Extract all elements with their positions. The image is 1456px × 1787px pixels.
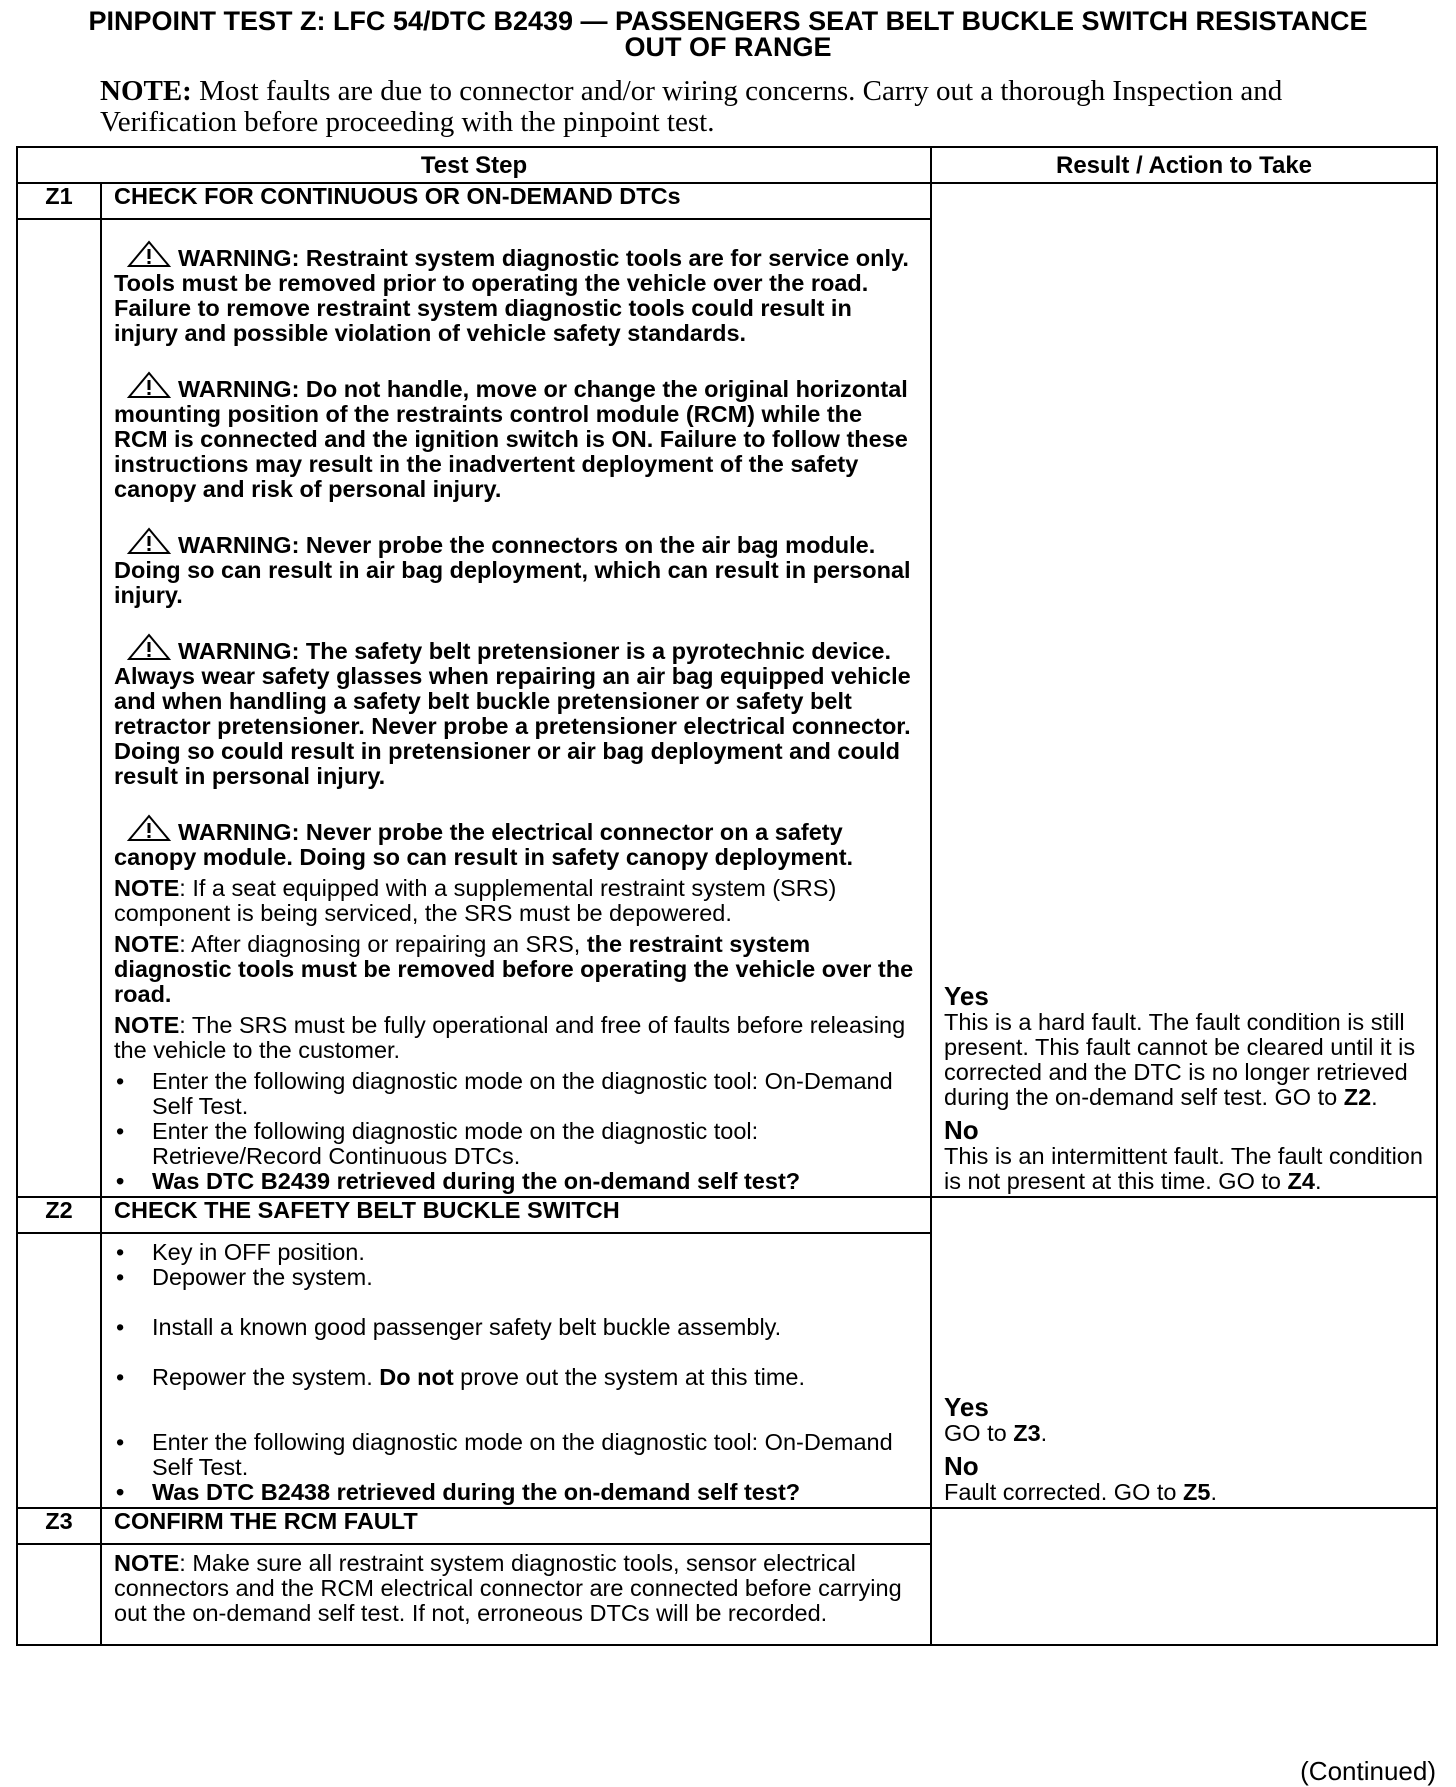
z2-bullet4-a: Repower the system. xyxy=(152,1364,380,1390)
z1-note-2-label: NOTE xyxy=(114,931,180,957)
warning-triangle-icon xyxy=(126,240,172,268)
table-header-row xyxy=(17,147,1437,183)
intro-note xyxy=(100,76,1400,138)
z2-no-goto: Z5 xyxy=(1183,1479,1211,1505)
list-item: • Key in OFF position. xyxy=(114,1240,918,1265)
z3-note xyxy=(114,1551,918,1626)
z3-note-label: NOTE xyxy=(114,1550,180,1576)
list-item: • Depower the system. xyxy=(114,1265,918,1290)
step-z3-body-spacer xyxy=(17,1544,101,1645)
z1-yes-text-body: This is a hard fault. The fault condition is still present. This fault cannot be cleared until it is corrected and the DTC is no longer retrieved during the on-demand self test. GO to xyxy=(944,1009,1416,1110)
list-item: • Install a known good passenger safety belt buckle assembly. xyxy=(114,1315,918,1340)
intro-note-text: Most faults are due to connector and/or wiring concerns. Carry out a thorough Inspection and Verification before proceeding with the pinpoint test. xyxy=(100,75,1283,138)
list-item xyxy=(114,1365,918,1390)
header-test-step: Test Step xyxy=(17,147,931,183)
z1-note-2 xyxy=(114,932,918,1007)
step-z2-body xyxy=(101,1233,931,1508)
z1-yes-goto: Z2 xyxy=(1343,1084,1372,1110)
z1-yes-text: This is a hard fault. The fault condition is still present. This fault cannot be cleared until it is corrected and the DTC is no longer retrieved during the on-demand self test. GO to Z2. xyxy=(944,1009,1416,1110)
warning-triangle-icon xyxy=(126,814,172,842)
step-z3-body xyxy=(101,1544,931,1645)
step-z3-id: Z3 xyxy=(17,1508,101,1544)
step-z1-body xyxy=(101,219,931,1197)
z1-note-3 xyxy=(114,1013,918,1063)
z1-warning-1-text: WARNING: Restraint system diagnostic tools are for service only. Tools must be removed prior to operating the vehicle over the road. Failure to remove restraint system diagnostic tools could result in injury and possible violation of vehicle safety standards. xyxy=(114,245,909,346)
list-item: • Enter the following diagnostic mode on the diagnostic tool: Retrieve/Record Continuous DTCs. xyxy=(114,1119,918,1169)
step-z1-title-row xyxy=(17,183,1437,219)
z1-warning-2 xyxy=(114,371,918,502)
pinpoint-test-table xyxy=(16,146,1438,1646)
z1-warning-5-text: WARNING: Never probe the electrical connector on a safety canopy module. Doing so can result in safety canopy deployment. xyxy=(114,819,854,870)
z1-no-goto: Z4 xyxy=(1287,1168,1315,1194)
z2-bullet-list-4 xyxy=(114,1430,918,1505)
step-z2-id: Z2 xyxy=(17,1197,101,1233)
z3-note-text: : Make sure all restraint system diagnostic tools, sensor electrical connectors and the RCM electrical connector are connected before carrying out the on-demand self test. If not, erroneous DTCs will be recorded. xyxy=(114,1550,902,1626)
z1-note-1-text: : If a seat equipped with a supplemental restraint system (SRS) component is being serviced, the SRS must be depowered. xyxy=(114,875,837,926)
z2-yes-text-body: GO to xyxy=(944,1420,1014,1446)
step-z3-result xyxy=(931,1508,1437,1645)
z2-bullet-list-2 xyxy=(114,1315,918,1340)
z1-note-1-label: NOTE xyxy=(114,875,180,901)
z2-bullet4-b: Do not xyxy=(379,1364,454,1390)
warning-triangle-icon xyxy=(126,527,172,555)
z1-question: • Was DTC B2439 retrieved during the on-demand self test? xyxy=(114,1169,918,1194)
step-z1-id: Z1 xyxy=(17,183,101,219)
step-z2-result xyxy=(931,1197,1437,1508)
z1-yes-label: Yes xyxy=(944,981,989,1011)
z2-question: • Was DTC B2438 retrieved during the on-demand self test? xyxy=(114,1480,918,1505)
z1-warning-4 xyxy=(114,633,918,789)
z2-yes-goto: Z3 xyxy=(1013,1420,1041,1446)
page-title-line1: PINPOINT TEST Z: LFC 54/DTC B2439 — PASSENGERS SEAT BELT BUCKLE SWITCH RESISTANCE xyxy=(88,6,1368,36)
step-z2-title-row xyxy=(17,1197,1437,1233)
step-z2-body-spacer xyxy=(17,1233,101,1508)
header-result-action: Result / Action to Take xyxy=(931,147,1437,183)
step-z3-title-row xyxy=(17,1508,1437,1544)
z1-warning-4-text: WARNING: The safety belt pretensioner is a pyrotechnic device. Always wear safety glasses when repairing an air bag equipped vehicle and when handling a safety belt buckle pretensioner or safety belt retractor pretensioner. Never probe a pretensioner electrical connector. Doing so could result in pretensioner or air bag deployment and could result in personal injury. xyxy=(114,638,911,789)
step-z1-title: CHECK FOR CONTINUOUS OR ON-DEMAND DTCs xyxy=(101,183,931,219)
z2-bullet-list-3 xyxy=(114,1365,918,1390)
z1-no-text: This is an intermittent fault. The fault condition is not present at this time. GO to Z4. xyxy=(944,1143,1423,1194)
warning-triangle-icon xyxy=(126,371,172,399)
list-item: • Enter the following diagnostic mode on the diagnostic tool: On-Demand Self Test. xyxy=(114,1430,918,1480)
z2-no-text-body: Fault corrected. GO to xyxy=(944,1479,1184,1505)
page-title-line2: OUT OF RANGE xyxy=(624,32,832,62)
intro-note-label: NOTE: xyxy=(100,75,192,107)
z1-no-label: No xyxy=(944,1115,979,1145)
z2-bullet4-c: prove out the system at this time. xyxy=(453,1364,805,1390)
z2-yes-label: Yes xyxy=(944,1392,989,1422)
z1-warning-1 xyxy=(114,240,918,346)
z2-bullet-list xyxy=(114,1240,918,1290)
z1-note-2-bold: the restraint system diagnostic tools must be removed before operating the vehicle over the road. xyxy=(114,931,914,1007)
z2-yes-text: GO to Z3. xyxy=(944,1420,1048,1446)
z1-warning-3-text: WARNING: Never probe the connectors on the air bag module. Doing so can result in air bag deployment, which can result in personal injury. xyxy=(114,532,911,608)
z1-no-text-body: This is an intermittent fault. The fault condition is not present at this time. GO to xyxy=(944,1143,1423,1194)
continued-label: (Continued) xyxy=(1300,1756,1436,1786)
step-z1-result xyxy=(931,183,1437,1197)
z1-bullet-list xyxy=(114,1069,918,1194)
list-item: • Enter the following diagnostic mode on the diagnostic tool: On-Demand Self Test. xyxy=(114,1069,918,1119)
z1-warning-3 xyxy=(114,527,918,608)
z1-note-3-text: : The SRS must be fully operational and free of faults before releasing the vehicle to the customer. xyxy=(114,1012,906,1063)
z2-no-text: Fault corrected. GO to Z5. xyxy=(944,1479,1217,1505)
z1-note-2-text: : After diagnosing or repairing an SRS, xyxy=(179,931,587,957)
page-title xyxy=(0,8,1456,60)
z1-note-1 xyxy=(114,876,918,926)
z1-warning-5 xyxy=(114,814,918,870)
step-z1-body-spacer xyxy=(17,219,101,1197)
z2-no-label: No xyxy=(944,1451,979,1481)
warning-triangle-icon xyxy=(126,633,172,661)
step-z3-title: CONFIRM THE RCM FAULT xyxy=(101,1508,931,1544)
z1-warning-2-text: WARNING: Do not handle, move or change the original horizontal mounting position of the restraints control module (RCM) while the RCM is connected and the ignition switch is ON. Failure to follow these instructions may result in the inadvertent deployment of the safety canopy and risk of personal injury. xyxy=(114,376,908,502)
step-z2-title: CHECK THE SAFETY BELT BUCKLE SWITCH xyxy=(101,1197,931,1233)
z1-note-3-label: NOTE xyxy=(114,1012,180,1038)
